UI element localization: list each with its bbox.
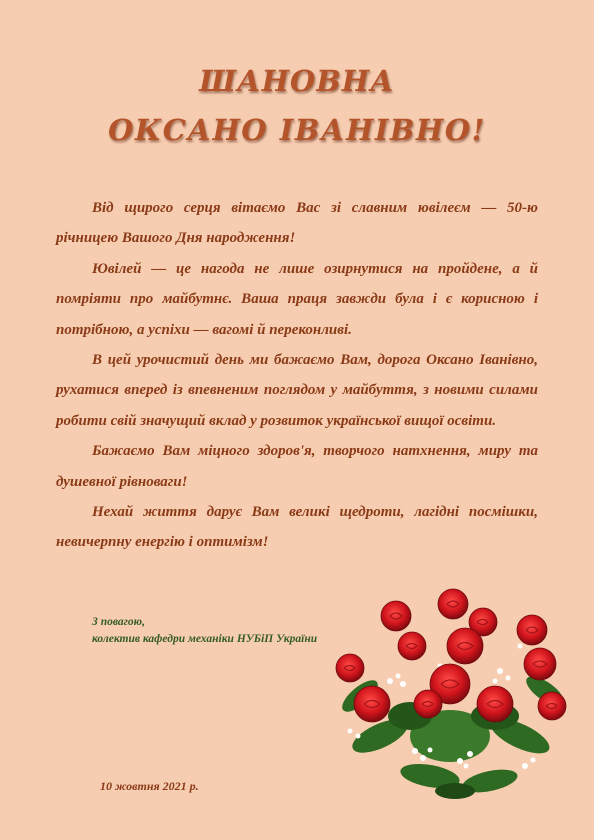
- letter-body: [56, 193, 538, 558]
- signature: [92, 614, 317, 648]
- paragraph-1: Від щирого серця вітаємо Вас зі славним ювілеєм — 50-ю річницею Вашого Дня народження!: [56, 200, 538, 247]
- rose-bouquet-icon: [320, 586, 578, 804]
- signature-author: колектив кафедри механіки НУБіП України: [92, 633, 318, 645]
- paragraph-3: В цей урочистий день ми бажаємо Вам, дорога Оксано Іванівно, рухатися вперед із впевненим поглядом у майбуття, з новими силами робити свій значущий вклад у розвиток української вищої освіти.: [56, 352, 538, 429]
- title-line-2: ОКСАНО ІВАНІВНО!: [108, 113, 486, 147]
- signature-greeting: З повагою,: [92, 616, 145, 628]
- paragraph-5: Нехай життя дарує Вам великі щедроти, лагідні посмішки, невичерпну енергію і оптимізм!: [56, 504, 538, 551]
- paragraph-2: Ювілей — це нагода не лише озирнутися на пройдене, а й помріяти про майбутнє. Ваша праця завжди була і є корисною і потрібною, а успіхи — вагомі й переконливі.: [56, 260, 538, 338]
- paragraph-4: Бажаємо Вам міцного здоров'я, творчого натхнення, миру та душевної рівноваги!: [56, 443, 538, 490]
- letter-date: 10 жовтня 2021 р.: [100, 779, 199, 793]
- title-line-1: ШАНОВНА: [199, 64, 395, 98]
